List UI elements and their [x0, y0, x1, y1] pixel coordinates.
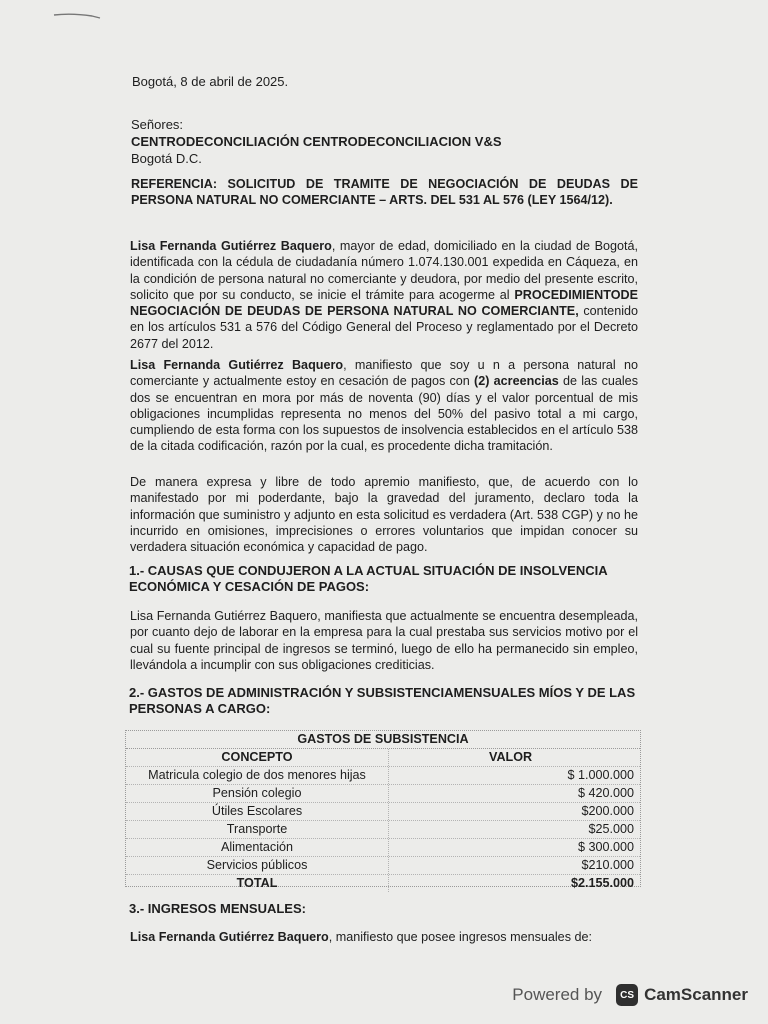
recipient-block [131, 116, 502, 167]
total-label: TOTAL [126, 875, 389, 892]
reference-line: REFERENCIA: SOLICITUD DE TRAMITE DE NEGOCIACIÓN DE DEUDAS DE PERSONA NATURAL NO COMERCIANTE – ARTS. DEL 531 AL 576 (LEY 1564/12). [131, 177, 638, 207]
paragraph-insolvency-text-a: , manifiesto que soy u n a persona natural no comerciante y actualmente estoy en cesación de pagos con [130, 358, 638, 389]
table-row [126, 839, 640, 857]
column-header-value: VALOR [489, 750, 533, 764]
petitioner-name: Lisa Fernanda Gutiérrez Baquero [130, 930, 329, 944]
table-total-row [126, 875, 640, 892]
table-row [126, 785, 640, 803]
paragraph-request-text-b: contenido en los artículos 531 a 576 del Código General del Proceso y reglamentado por el Decreto 2677 del 2012. [130, 304, 638, 351]
row-value: $200.000 [581, 804, 634, 818]
dateline: Bogotá, 8 de abril de 2025. [132, 74, 289, 89]
salutation: Señores: [131, 117, 184, 132]
paragraph-insolvency-text-b: de las cuales dos se encuentran en mora por más de noventa (90) días y el valor porcentual de mis obligaciones incumplidas representa no menos del 50% del pasivo total a mi cargo, cumpliendo de esta forma con los supuestos de insolvencia establecidos en el artículo 538 de la citada codificación, razón por la cual, es procedente dicha tramitación. [130, 374, 638, 454]
petitioner-name: Lisa Fernanda Gutiérrez Baquero [130, 358, 344, 372]
powered-by-text: Powered by [512, 985, 603, 1004]
section-3-heading: 3.- INGRESOS MENSUALES: [129, 901, 306, 916]
petitioner-name: Lisa Fernanda Gutiérrez Baquero [130, 239, 332, 253]
section-3-text [130, 929, 638, 945]
row-concept: Alimentación [126, 839, 389, 856]
expenses-table [125, 730, 641, 890]
expenses-table-header-row [126, 749, 640, 767]
section-1-heading: 1.- CAUSAS QUE CONDUJERON A LA ACTUAL SITUACIÓN DE INSOLVENCIA ECONÓMICA Y CESACIÓN DE PAGOS: [129, 563, 608, 594]
pen-mark-icon [52, 10, 102, 20]
row-value: $210.000 [581, 858, 634, 872]
column-header-concept: CONCEPTO [126, 749, 389, 766]
table-row [126, 767, 640, 785]
camscanner-brand: CamScanner [644, 985, 748, 1004]
camscanner-watermark [512, 984, 748, 1006]
paragraph-request [130, 238, 638, 352]
total-value: $2.155.000 [570, 876, 634, 890]
row-concept: Servicios públicos [126, 857, 389, 874]
section-1-text: Lisa Fernanda Gutiérrez Baquero, manifiesta que actualmente se encuentra desempleada, por cuanto dejo de laborar en la empresa para la cual prestaba sus servicios motivo por el cual su fuente principal de ingresos se terminó, luego de ello ha permanecido sin empleo, llevándola a incumplir con sus obligaciones crediticias. [130, 609, 638, 672]
camscanner-logo-icon: CS [616, 984, 638, 1006]
row-concept: Transporte [126, 821, 389, 838]
expenses-table-title: GASTOS DE SUBSISTENCIA [126, 731, 640, 749]
recipient-city: Bogotá D.C. [131, 151, 202, 166]
table-row [126, 857, 640, 875]
row-concept: Matricula colegio de dos menores hijas [126, 767, 389, 784]
paragraph-declaration: De manera expresa y libre de todo apremio manifiesto, que, de acuerdo con lo manifestado por mi poderdante, bajo la gravedad del juramento, declaro toda la información que suministro y adjunto en esta solicitud es verdadera (Art. 538 CGP) y no he incurrido en omisiones, imprecisiones o errores voluntarios que impidan conocer su verdadera situación económica y capacidad de pago. [130, 475, 638, 555]
row-concept: Pensión colegio [126, 785, 389, 802]
paragraph-insolvency [130, 357, 638, 455]
row-value: $ 300.000 [577, 840, 634, 854]
table-row [126, 803, 640, 821]
row-value: $25.000 [588, 822, 634, 836]
row-value: $ 420.000 [577, 786, 634, 800]
table-row [126, 821, 640, 839]
procedure-name: PROCEDIMIENTODE NEGOCIACIÓN DE DEUDAS DE PERSONA NATURAL NO COMERCIANTE, [130, 287, 638, 319]
paragraph-request-text-a: , mayor de edad, domiciliado en la ciudad de Bogotá, identificada con la cédula de ciudadanía número 1.074.130.001 expedida en Cáqueza, en la condición de persona natural no comerciante y deudora, por medio del presente escrito, solicito que por su conducto, se inicie el trámite para acogerme al [130, 239, 638, 302]
recipient-org: CENTRODECONCILIACIÓN CENTRODECONCILIACION V&S [131, 134, 502, 149]
section-2-heading: 2.- GASTOS DE ADMINISTRACIÓN Y SUBSISTENCIAMENSUALES MÍOS Y DE LAS PERSONAS A CARGO: [129, 685, 636, 716]
row-value: $ 1.000.000 [567, 768, 634, 782]
row-concept: Útiles Escolares [126, 803, 389, 820]
section-3-text-rest: , manifiesto que posee ingresos mensuales de: [328, 930, 592, 944]
creditors-count: (2) acreencias [474, 374, 559, 389]
